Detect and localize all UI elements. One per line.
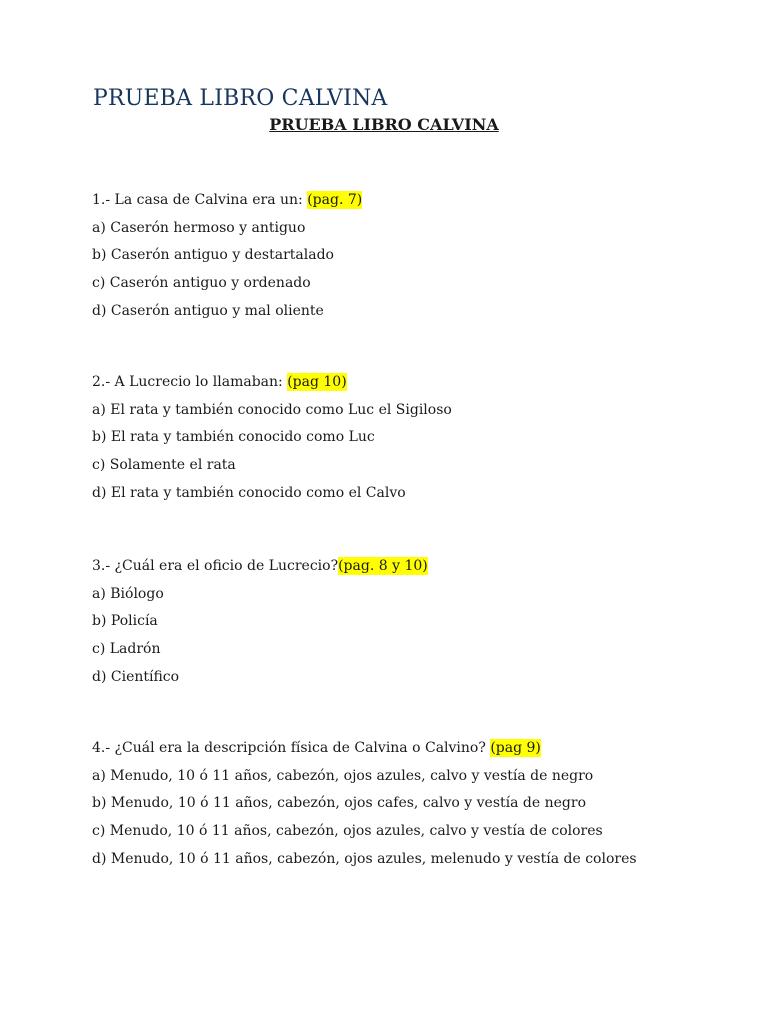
document-subtitle: PRUEBA LIBRO CALVINA xyxy=(269,115,499,134)
page-reference-highlight: (pag. 8 y 10) xyxy=(338,558,428,574)
question-block-1 xyxy=(92,187,752,325)
answer-option-c: c) Ladrón xyxy=(92,641,161,658)
question-text: 4.- ¿Cuál era la descripción física de Calvina o Calvino? xyxy=(92,740,491,756)
answer-option-c: c) Menudo, 10 ó 11 años, cabezón, ojos azules, calvo y vestía de colores xyxy=(92,823,603,840)
document-title: PRUEBA LIBRO CALVINA xyxy=(93,86,388,111)
question-line xyxy=(92,553,752,581)
answer-option-b: b) El rata y también conocido como Luc xyxy=(92,429,375,446)
answer-option-b: b) Menudo, 10 ó 11 años, cabezón, ojos cafes, calvo y vestía de negro xyxy=(92,795,587,812)
question-block-2 xyxy=(92,369,752,507)
answer-option-c: c) Caserón antiguo y ordenado xyxy=(92,275,311,292)
answer-option-c: c) Solamente el rata xyxy=(92,457,236,474)
answer-option-a: a) Menudo, 10 ó 11 años, cabezón, ojos azules, calvo y vestía de negro xyxy=(92,767,594,784)
question-block-4 xyxy=(92,735,752,873)
answer-option-d: d) Caserón antiguo y mal oliente xyxy=(92,302,324,319)
question-block-3 xyxy=(92,553,752,691)
answer-option-d: d) Menudo, 10 ó 11 años, cabezón, ojos azules, melenudo y vestía de colores xyxy=(92,850,637,867)
answer-option-a: a) Caserón hermoso y antiguo xyxy=(92,219,306,236)
page-reference-highlight: (pag 10) xyxy=(287,374,347,390)
answer-option-d: d) Científico xyxy=(92,668,180,685)
question-line xyxy=(92,369,752,397)
question-line xyxy=(92,187,752,215)
question-text: 2.- A Lucrecio lo llamaban: xyxy=(92,374,288,390)
answer-option-b: b) Caserón antiguo y destartalado xyxy=(92,247,334,264)
question-text: 1.- La casa de Calvina era un: xyxy=(92,192,308,208)
answer-option-a: a) El rata y también conocido como Luc el Sigiloso xyxy=(92,401,452,418)
question-line xyxy=(92,735,752,763)
answer-option-d: d) El rata y también conocido como el Calvo xyxy=(92,484,406,501)
page-reference-highlight: (pag 9) xyxy=(490,740,541,756)
page-reference-highlight: (pag. 7) xyxy=(307,192,363,208)
question-text: 3.- ¿Cuál era el oficio de Lucrecio? xyxy=(92,558,339,574)
answer-option-b: b) Policía xyxy=(92,613,158,630)
answer-option-a: a) Biólogo xyxy=(92,585,164,602)
